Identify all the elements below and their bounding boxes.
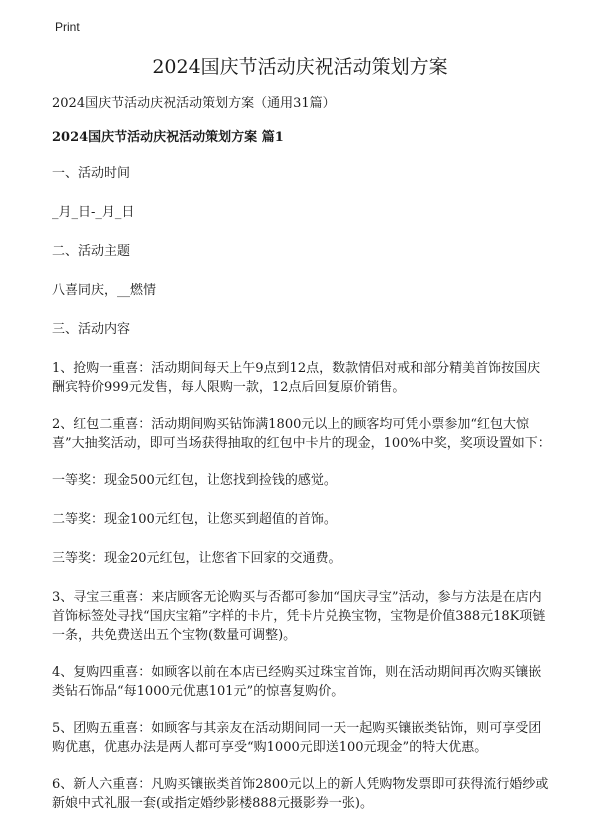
heading-activity-theme: 二、活动主题: [52, 244, 131, 259]
document-body: [52, 94, 552, 831]
content-item-1: 1、抢购一重喜：活动期间每天上午9点到12点，数款情侣对戒和部分精美首饰按国庆酬宾特价999元发售，每人限购一款，12点后回复原价销售。: [52, 361, 541, 395]
heading-activity-time: 一、活动时间: [52, 166, 131, 181]
content-item-6: 6、新人六重喜：凡购买镶嵌类首饰2800元以上的新人凭购物发票即可获得流行婚纱或新娘中式礼服一套(或指定婚纱影楼888元摄影券一张)。: [52, 777, 549, 811]
content-item-5: 5、团购五重喜：如顾客与其亲友在活动期间同一天一起购买镶嵌类钻饰，则可享受团购优惠，优惠办法是两人都可享受“购1000元即送100元现金”的特大优惠。: [52, 721, 542, 755]
prize-first: 一等奖：现金500元红包，让您找到捡钱的感觉。: [52, 473, 337, 488]
document-subtitle: 2024国庆节活动庆祝活动策划方案（通用31篇）: [52, 96, 336, 111]
heading-activity-content: 三、活动内容: [52, 322, 131, 337]
print-link[interactable]: Print: [55, 20, 80, 34]
section-heading: 2024国庆节活动庆祝活动策划方案 篇1: [52, 130, 284, 145]
prize-second: 二等奖：现金100元红包，让您买到超值的首饰。: [52, 512, 337, 527]
activity-theme-text: 八喜同庆，__燃情: [52, 283, 157, 298]
content-item-4: 4、复购四重喜：如顾客以前在本店已经购买过珠宝首饰，则在活动期间再次购买镶嵌类钻石饰品“每1000元优惠101元”的惊喜复购价。: [52, 665, 542, 699]
content-item-2: 2、红包二重喜：活动期间购买钻饰满1800元以上的顾客均可凭小票参加“红包大惊喜”大抽奖活动，即可当场获得抽取的红包中卡片的现金，100%中奖，奖项设置如下：: [52, 417, 551, 451]
activity-date-range: _月_日-_月_日: [52, 205, 135, 220]
prize-third: 三等奖：现金20元红包，让您省下回家的交通费。: [52, 551, 342, 566]
content-item-3: 3、寻宝三重喜：来店顾客无论购买与否都可参加“国庆寻宝”活动，参与方法是在店内首饰标签处寻找“国庆宝箱”字样的卡片，凭卡片兑换宝物，宝物是价值388元18K项链一条，共免费送出五个宝物(数量可调整)。: [52, 590, 546, 643]
page-title: 2024国庆节活动庆祝活动策划方案: [152, 56, 448, 78]
